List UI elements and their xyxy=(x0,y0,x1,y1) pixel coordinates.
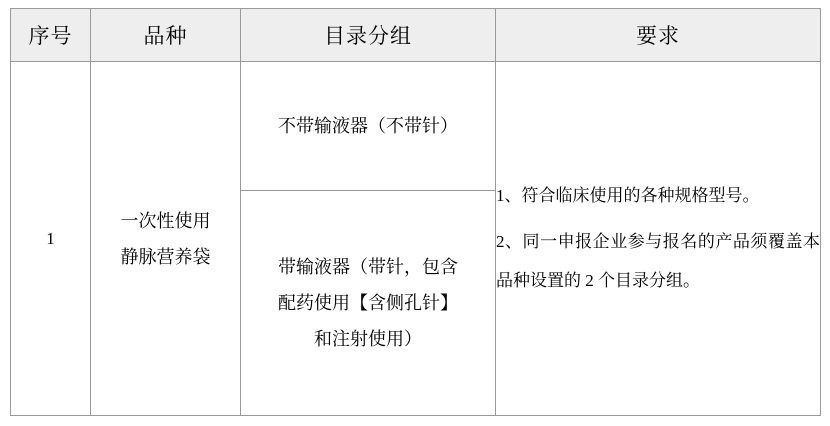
cell-serial-number: 1 xyxy=(11,62,91,416)
group-2-line-3: 和注射使用） xyxy=(314,329,422,349)
group-2-line-1: 带输液器（带针，包含 xyxy=(278,257,458,277)
table-header-row xyxy=(11,9,821,62)
requirement-item-2: 2、同一申报企业参与报名的产品须覆盖本品种设置的 2 个目录分组。 xyxy=(496,232,820,290)
requirement-item-1: 1、符合临床使用的各种规格型号。 xyxy=(496,186,760,206)
table-body xyxy=(11,62,821,416)
table-header xyxy=(11,9,821,62)
column-header-group: 目录分组 xyxy=(241,9,496,62)
column-header-no: 序号 xyxy=(11,9,91,62)
column-header-requirement: 要求 xyxy=(496,9,821,62)
cell-group-2 xyxy=(241,191,496,416)
group-1-line-1: 不带输液器（不带针） xyxy=(278,116,458,136)
cell-variety xyxy=(91,62,241,416)
cell-group-1 xyxy=(241,62,496,191)
variety-line-2: 静脉营养袋 xyxy=(120,246,211,267)
table-row xyxy=(11,62,821,191)
cell-requirement xyxy=(496,62,821,416)
column-header-kind: 品种 xyxy=(91,9,241,62)
group-2-line-2: 配药使用【含侧孔针】 xyxy=(278,293,458,313)
specification-table xyxy=(10,8,821,416)
variety-line-1: 一次性使用 xyxy=(120,210,211,231)
